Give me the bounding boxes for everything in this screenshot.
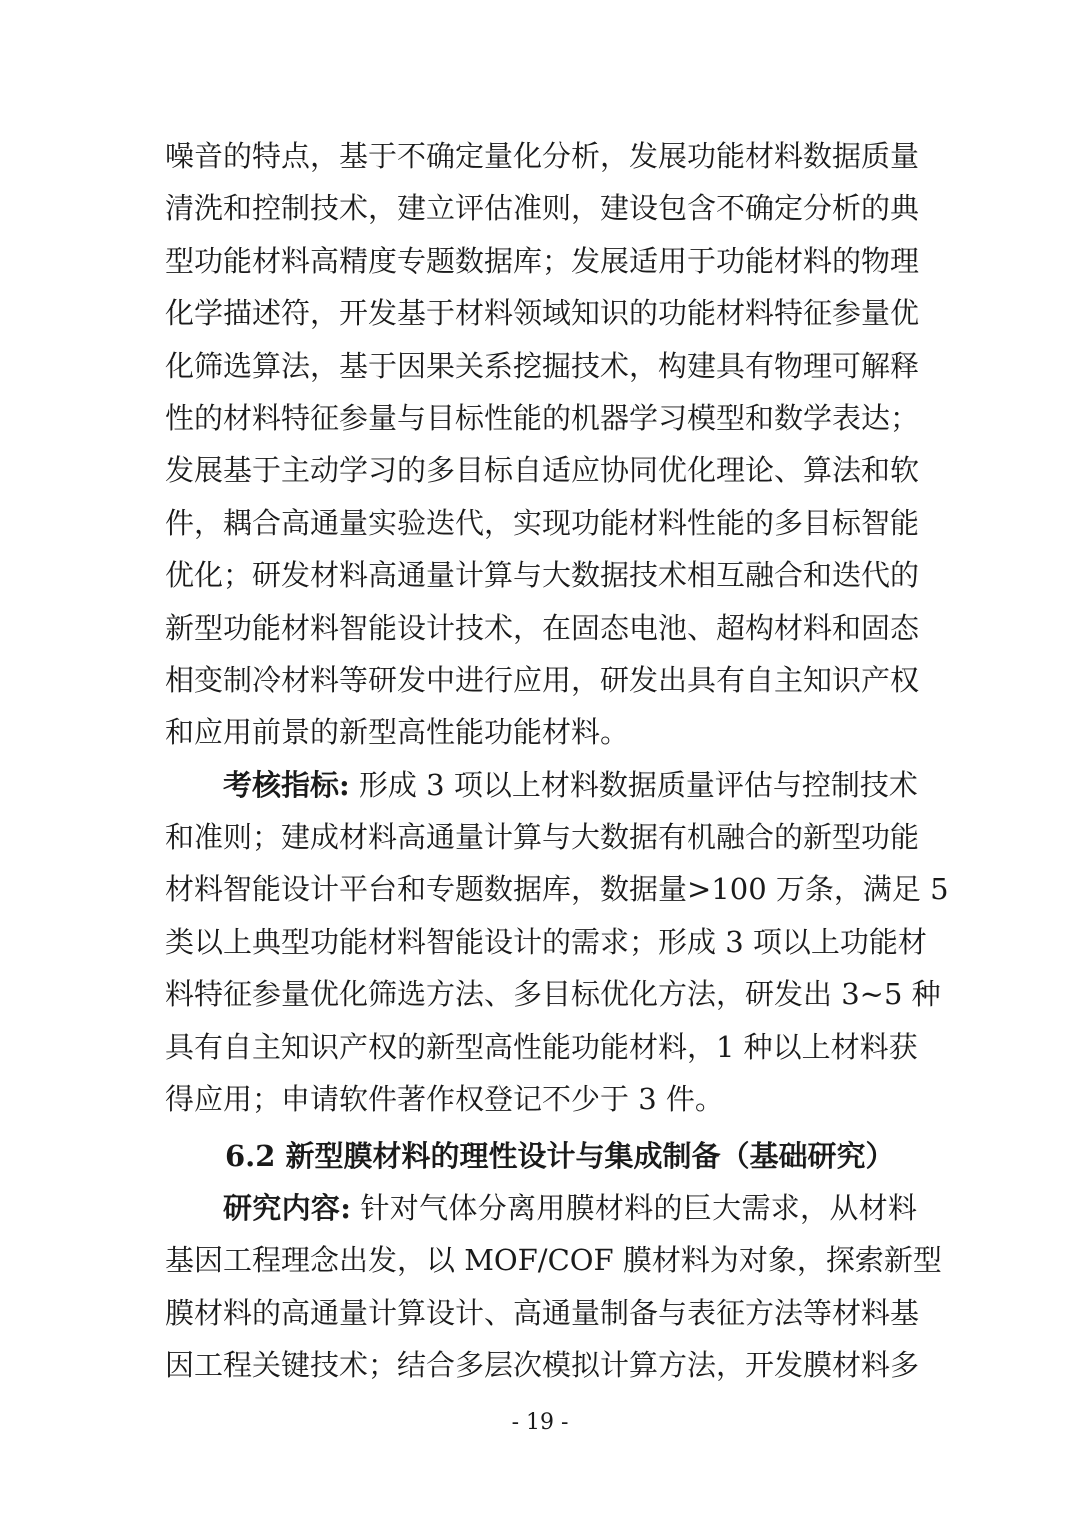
text-line: 基因工程理念出发，以 MOF/COF 膜材料为对象，探索新型 bbox=[165, 1243, 942, 1278]
text-line: 清洗和控制技术，建立评估准则，建设包含不确定分析的典 bbox=[165, 191, 920, 226]
text-line: 优化；研发材料高通量计算与大数据技术相互融合和迭代的 bbox=[165, 558, 920, 593]
text-line: 化筛选算法，基于因果关系挖掘技术，构建具有物理可解释 bbox=[165, 348, 920, 383]
assessment-first-line-text: 形成 3 项以上材料数据质量评估与控制技术 bbox=[349, 767, 918, 802]
text-line: 和应用前景的新型高性能功能材料。 bbox=[165, 715, 630, 750]
text-line: 得应用；申请软件著作权登记不少于 3 件。 bbox=[165, 1082, 724, 1117]
assessment-label: 考核指标: bbox=[223, 767, 350, 802]
text-line: 相变制冷材料等研发中进行应用，研发出具有自主知识产权 bbox=[165, 662, 920, 697]
page-number: - 19 - bbox=[511, 1410, 569, 1435]
text-line: 新型功能材料智能设计技术，在固态电池、超构材料和固态 bbox=[165, 610, 920, 645]
text-line: 类以上典型功能材料智能设计的需求；形成 3 项以上功能材 bbox=[165, 924, 927, 959]
text-line: 和准则；建成材料高通量计算与大数据有机融合的新型功能 bbox=[165, 820, 920, 855]
text-line: 性的材料特征参量与目标性能的机器学习模型和数学表达； bbox=[165, 400, 920, 435]
text-line: 材料智能设计平台和专题数据库，数据量>100 万条，满足 5 bbox=[165, 872, 949, 907]
text-line: 件，耦合高通量实验迭代，实现功能材料性能的多目标智能 bbox=[165, 505, 920, 540]
research-content-first-line-text: 针对气体分离用膜材料的巨大需求，从材料 bbox=[350, 1191, 917, 1225]
research-content-first-line bbox=[165, 1182, 917, 1234]
text-line: 化学描述符，开发基于材料领域知识的功能材料特征参量优 bbox=[165, 296, 920, 331]
paragraph-research-content bbox=[165, 1182, 942, 1392]
text-line: 因工程关键技术；结合多层次模拟计算方法，开发膜材料多 bbox=[165, 1348, 920, 1383]
text-line: 料特征参量优化筛选方法、多目标优化方法，研发出 3~5 种 bbox=[165, 977, 941, 1012]
paragraph-research-continuation bbox=[165, 130, 949, 1125]
text-line: 型功能材料高精度专题数据库；发展适用于功能材料的物理 bbox=[165, 243, 920, 278]
text-line: 膜材料的高通量计算设计、高通量制备与表征方法等材料基 bbox=[165, 1295, 920, 1330]
section-heading: 6.2 新型膜材料的理性设计与集成制备（基础研究） bbox=[225, 1139, 895, 1173]
text-line: 发展基于主动学习的多目标自适应协同优化理论、算法和软 bbox=[165, 453, 920, 488]
research-content-label: 研究内容: bbox=[223, 1191, 351, 1225]
text-line: 具有自主知识产权的新型高性能功能材料，1 种以上材料获 bbox=[165, 1029, 918, 1064]
text-line: 噪音的特点，基于不确定量化分析，发展功能材料数据质量 bbox=[165, 139, 920, 173]
assessment-first-line bbox=[165, 759, 917, 811]
